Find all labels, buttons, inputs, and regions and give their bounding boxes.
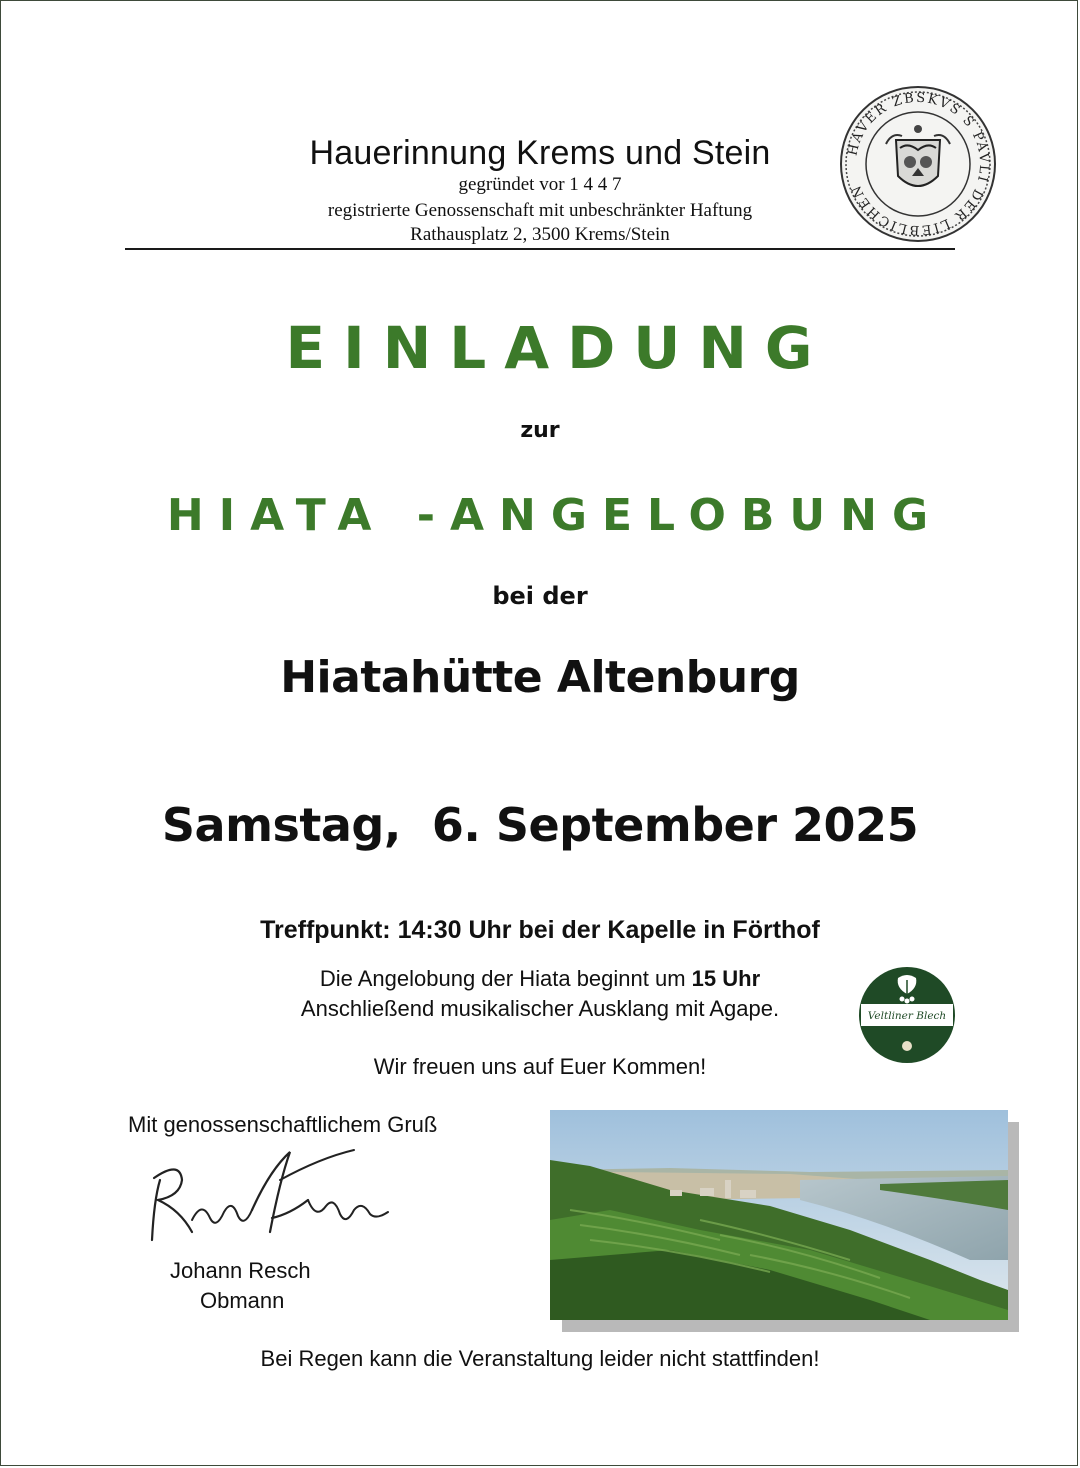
- closing-greeting: Mit genossenschaftlichem Gruß: [128, 1112, 438, 1137]
- venue-name: Hiatahütte Altenburg: [280, 652, 800, 703]
- org-address: Rathausplatz 2, 3500 Krems/Stein: [410, 224, 670, 245]
- connector-zur: zur: [520, 418, 560, 443]
- meeting-point: Treffpunkt: 14:30 Uhr bei der Kapelle in Förthof: [260, 916, 820, 944]
- invitation-title: EINLADUNG: [285, 314, 831, 382]
- followup-info: Anschließend musikalischer Ausklang mit Agape.: [300, 996, 780, 1021]
- org-name: Hauerinnung Krems und Stein: [309, 134, 771, 172]
- vineyard-landscape-photo: [550, 1110, 1008, 1320]
- connector-bei-der: bei der: [492, 582, 588, 610]
- signer-name: Johann Resch: [170, 1258, 311, 1283]
- header-divider: [125, 248, 955, 250]
- org-founded: gegründet vor 1 4 4 7: [458, 174, 622, 195]
- event-date: Samstag, 6. September 2025: [161, 798, 919, 852]
- veltliner-blech-logo: [858, 966, 956, 1064]
- org-registration: registrierte Genossenschaft mit unbeschränkter Haftung: [327, 200, 753, 221]
- start-time: 15 Uhr: [691, 966, 761, 991]
- start-info-prefix: Die Angelobung der Hiata beginnt um: [319, 966, 692, 991]
- event-title: HIATA -ANGELOBUNG: [166, 490, 944, 541]
- badge-label: Veltliner Blech: [867, 1010, 947, 1022]
- welcome-text: Wir freuen uns auf Euer Kommen!: [373, 1054, 707, 1079]
- signer-role: Obmann: [200, 1288, 285, 1313]
- rain-notice: Bei Regen kann die Veranstaltung leider nicht stattfinden!: [260, 1346, 820, 1371]
- handwritten-signature: [140, 1140, 400, 1250]
- guild-seal: [838, 84, 998, 244]
- svg-text:HAVER ZBSKVS S PAVLI DER LIEBL: HAVER ZBSKVS S PAVLI DER LIEBLICHEN: [845, 90, 992, 238]
